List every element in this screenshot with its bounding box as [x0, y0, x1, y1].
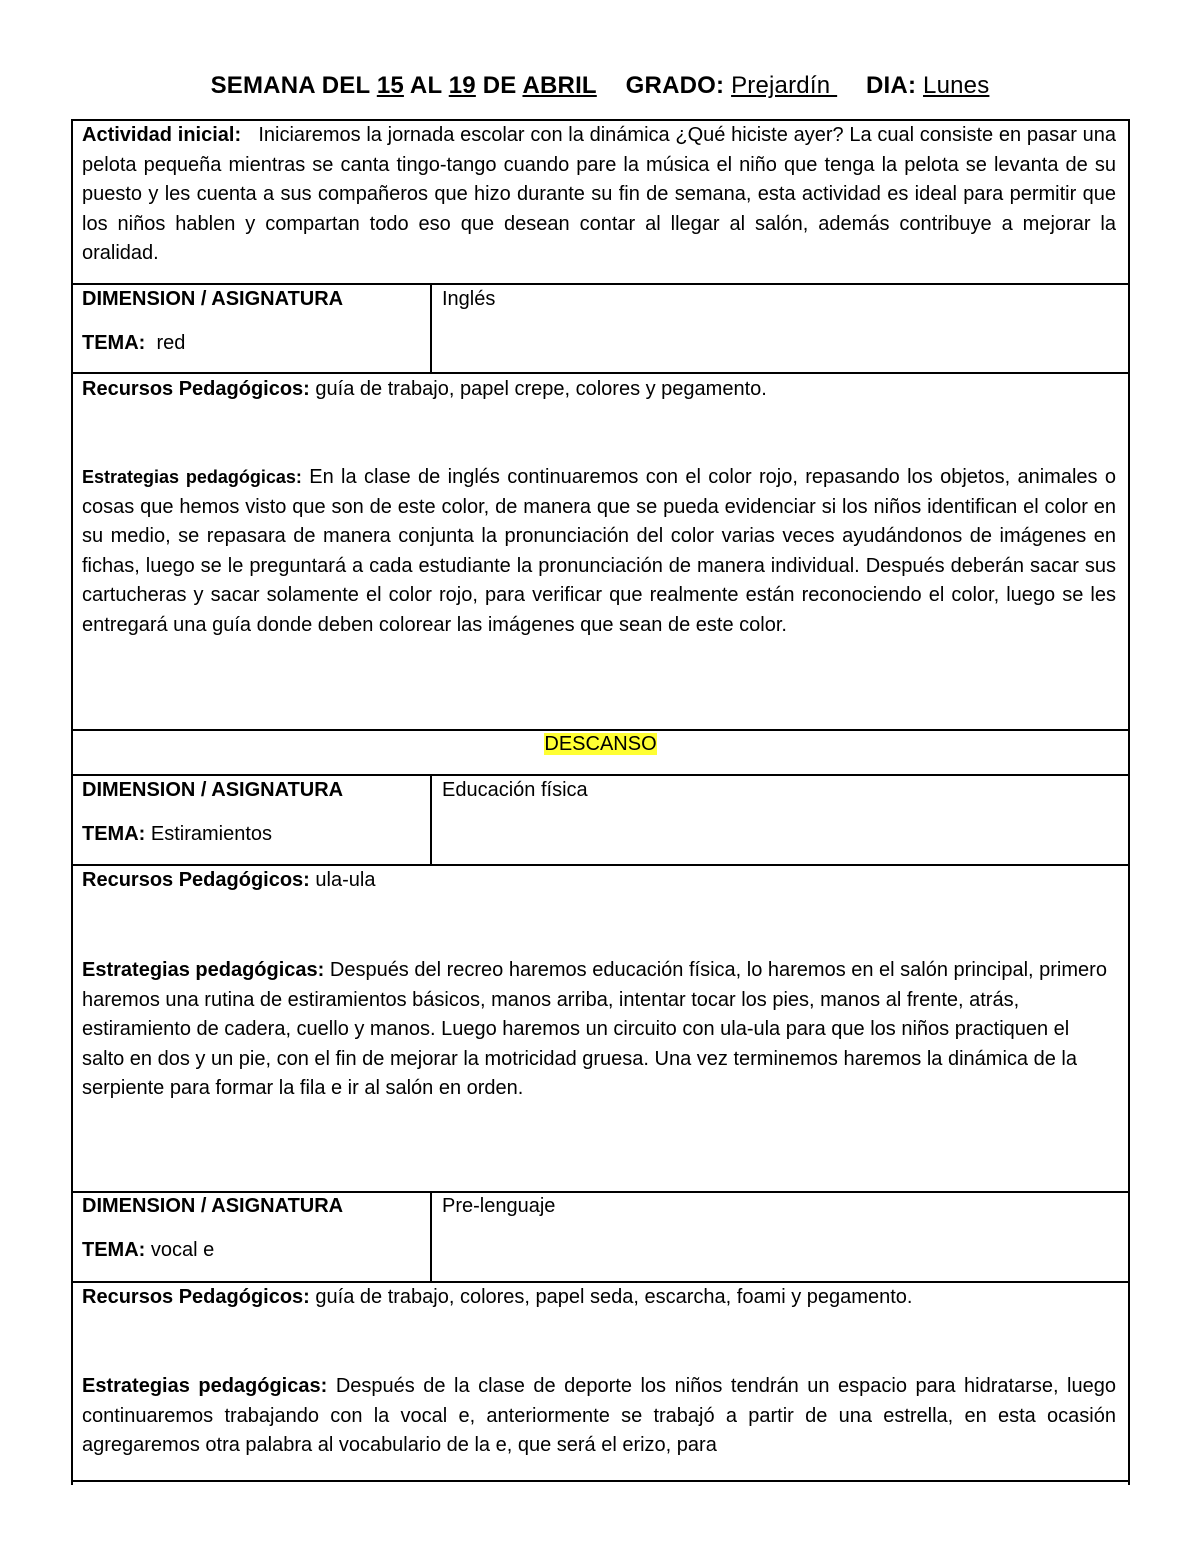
tema-row — [82, 1236, 214, 1266]
subject-name: Inglés — [442, 288, 496, 310]
estrategias-text: Después de la clase de deporte los niños tendrán un espacio para hidratarse, luego continuaremos trabajando con la vocal e, anteriormente se trabajó a partir de una estrella, en esta ocasión agregaremos otra palabra al vocabulario de la e, que será el erizo, para — [82, 1375, 1116, 1456]
de-label: DE — [482, 72, 517, 99]
tema-row — [82, 820, 272, 850]
from-day: 15 — [376, 72, 404, 99]
estrategias-text: En la clase de inglés continuaremos con el color rojo, repasando los objetos, animales o cosas que hemos visto que son de este color, de manera que se pueda evidenciar si los niños identifican el color en su medio, se repasara de manera conjunta la pronunciación del color varias veces ayudándonos de imágenes en fichas, luego se le preguntará a cada estudiante la pronunciación de manera individual. Después deberán sacar sus cartucheras y sacar solamente el color rojo, para verificar que realmente están reconociendo el color, luego se les entregará una guía donde deben colorear las imágenes que sean de este color. — [82, 466, 1116, 636]
tema-row — [82, 329, 185, 359]
actividad-inicial-label: Actividad inicial: — [82, 124, 242, 146]
grado-label: GRADO: — [625, 72, 725, 99]
estrategias-label: Estrategias pedagógicas: — [82, 1375, 328, 1397]
estrategias-text: Después del recreo haremos educación física, lo haremos en el salón principal, primero haremos una rutina de estiramientos básicos, manos arriba, intentar tocar los pies, manos al frente, atrás, estiramiento de cadera, cuello y manos. Luego haremos un circuito con ula-ula para que los niños practiquen el salto en dos y un pie, con el fin de mejorar la motricidad gruesa. Una vez terminemos haremos la dinámica de la serpiente para formar la fila e ir al salón en orden. — [82, 959, 1107, 1099]
estrategias-block — [82, 956, 1116, 1104]
subject-name: Educación física — [442, 779, 588, 801]
tema-value: Estiramientos — [150, 823, 273, 845]
al-label: AL — [409, 72, 442, 99]
recursos-label: Recursos Pedagógicos: — [82, 869, 310, 891]
recursos-label: Recursos Pedagógicos: — [82, 378, 310, 400]
estrategias-block — [82, 1372, 1116, 1461]
recursos-row — [82, 1283, 1116, 1313]
column-divider — [430, 1191, 432, 1282]
estrategias-label: Estrategias pedagógicas: — [82, 467, 302, 487]
estrategias-block — [82, 463, 1116, 640]
recursos-label: Recursos Pedagógicos: — [82, 1286, 310, 1308]
tema-label: TEMA: — [82, 1239, 146, 1261]
recursos-row — [82, 866, 1116, 896]
tema-value: red — [156, 332, 186, 354]
descanso-label: DESCANSO — [544, 733, 657, 755]
dimension-label: DIMENSION / ASIGNATURA — [82, 288, 344, 310]
descanso-row — [71, 730, 1130, 760]
grado-value: Prejardín — [731, 72, 838, 99]
row-divider — [71, 372, 1130, 374]
month: ABRIL — [522, 72, 597, 99]
subject-name: Pre-lenguaje — [442, 1195, 556, 1217]
dia-value: Lunes — [923, 72, 990, 99]
semana-label: SEMANA DEL — [210, 72, 370, 99]
dia-label: DIA: — [866, 72, 917, 99]
dimension-label: DIMENSION / ASIGNATURA — [82, 1195, 344, 1217]
page-title — [0, 72, 1200, 100]
actividad-inicial-text: Iniciaremos la jornada escolar con la dinámica ¿Qué hiciste ayer? La cual consiste en pasar una pelota pequeña mientras se canta tingo-tango cuando pare la música el niño que tenga la pelota se levanta de su puesto y les cuenta a sus compañeros que hizo durante su fin de semana, esta actividad es ideal para permitir que los niños hablen y compartan todo eso que desean contar al llegar al salón, además contribuye a mejorar la oralidad. — [82, 124, 1116, 264]
recursos-value: ula-ula — [315, 869, 376, 891]
to-day: 19 — [448, 72, 476, 99]
tema-label: TEMA: — [82, 332, 146, 354]
dimension-label: DIMENSION / ASIGNATURA — [82, 779, 344, 801]
recursos-value: guía de trabajo, papel crepe, colores y pegamento. — [315, 378, 767, 400]
tema-value: vocal e — [150, 1239, 215, 1261]
column-divider — [430, 283, 432, 373]
recursos-row — [82, 375, 1116, 405]
column-divider — [430, 774, 432, 865]
table-bottom-border — [71, 1480, 1130, 1482]
recursos-value: guía de trabajo, colores, papel seda, escarcha, foami y pegamento. — [315, 1286, 913, 1308]
tema-label: TEMA: — [82, 823, 146, 845]
estrategias-label: Estrategias pedagógicas: — [82, 959, 325, 981]
actividad-inicial-cell — [82, 121, 1116, 269]
